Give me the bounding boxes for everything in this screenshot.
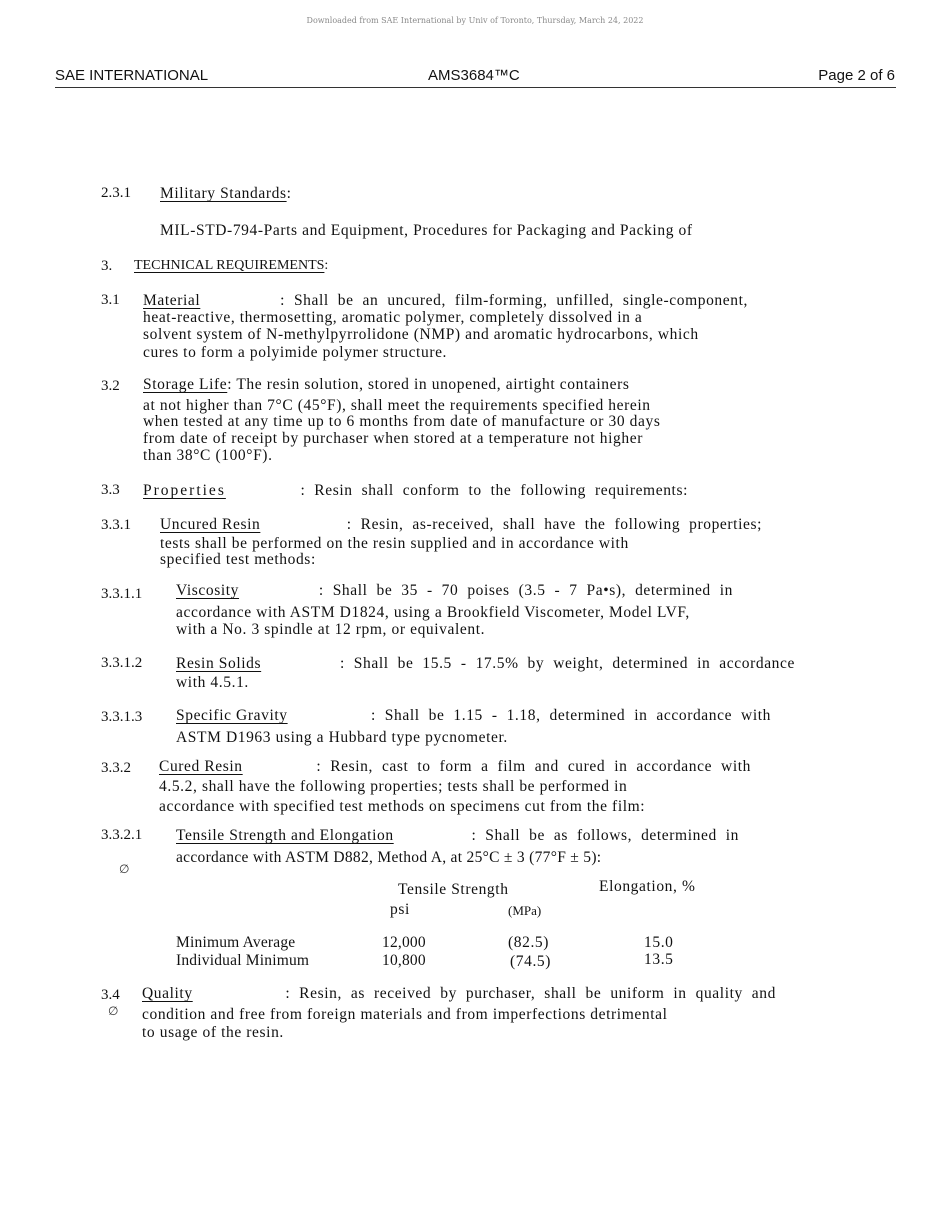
paragraph-line: 4.5.2, shall have the following properties; tests shall be performed in [159, 778, 628, 795]
table-cell-elongation: 15.0 [644, 934, 674, 951]
paragraph-text: : Resin shall conform to the following requirements: [300, 482, 688, 499]
section-number: 3.3.2 [101, 760, 131, 776]
paragraph-line: specified test methods: [160, 551, 316, 568]
standard-reference: MIL-STD-794-Parts and Equipment, Procedures for Packaging and Packing of [160, 222, 693, 239]
section-number: 3.3.1 [101, 517, 131, 533]
paragraph-line [159, 758, 751, 776]
section-2-3-1-heading [160, 185, 292, 203]
heading-colon: : [324, 258, 329, 273]
paragraph-line [176, 655, 795, 673]
section-title: Military Standards [160, 185, 287, 202]
table-row-label: Minimum Average [176, 934, 296, 951]
revision-mark-icon: ∅ [119, 862, 130, 876]
paragraph-line: from date of receipt by purchaser when stored at a temperature not higher [143, 430, 643, 447]
section-number: 3.4 [101, 987, 120, 1003]
paragraph-text: : Shall be as follows, determined in [471, 827, 739, 844]
paragraph-text: : Resin, as-received, shall have the following properties; [346, 516, 762, 533]
paragraph-line: condition and free from foreign materials and from imperfections detrimental [142, 1006, 668, 1023]
paragraph-line [176, 827, 739, 845]
section-number: 3.3.1.2 [101, 655, 143, 671]
header-rule [55, 87, 896, 88]
section-title: TECHNICAL REQUIREMENTS [134, 258, 325, 273]
table-header-mpa: (MPa) [508, 903, 542, 918]
section-title: Cured Resin [159, 758, 243, 775]
paragraph-text: : Shall be 15.5 - 17.5% by weight, determined in accordance [339, 655, 795, 672]
table-cell-mpa: (82.5) [508, 934, 550, 951]
section-number: 3.2 [101, 378, 120, 394]
paragraph-line: heat-reactive, thermosetting, aromatic polymer, completely dissolved in a [143, 309, 643, 326]
section-title: Tensile Strength and Elongation [176, 827, 394, 844]
paragraph-line: to usage of the resin. [142, 1024, 284, 1041]
paragraph-line: tests shall be performed on the resin supplied and in accordance with [160, 535, 629, 552]
heading-colon: : [286, 185, 292, 202]
section-number: 3.3.1.3 [101, 709, 143, 725]
paragraph-line: accordance with ASTM D882, Method A, at 25°C ± 3 (77°F ± 5): [176, 849, 602, 866]
paragraph-line [143, 482, 688, 500]
section-title: Properties [143, 482, 226, 499]
paragraph-line [176, 582, 733, 600]
table-cell-psi: 12,000 [382, 934, 426, 951]
section-number: 3.3.2.1 [101, 827, 143, 843]
paragraph-line: accordance with specified test methods on specimens cut from the film: [159, 798, 646, 815]
table-cell-psi: 10,800 [382, 952, 426, 969]
paragraph-text: : Shall be 35 - 70 poises (3.5 - 7 Pa•s), determined in [318, 582, 733, 599]
download-notice: Downloaded from SAE International by Univ of Toronto, Thursday, March 24, 2022 [306, 16, 644, 25]
paragraph-line [160, 516, 762, 534]
paragraph-line: cures to form a polyimide polymer structure. [143, 344, 448, 361]
paragraph-text: : The resin solution, stored in unopened, airtight containers [227, 376, 630, 393]
section-number: 3.3.1.1 [101, 586, 143, 602]
section-title: Storage Life [143, 376, 228, 393]
section-title: Viscosity [176, 582, 240, 599]
paragraph-text: : Shall be 1.15 - 1.18, determined in accordance with [370, 707, 771, 724]
section-title: Uncured Resin [160, 516, 261, 533]
section-title: Material [143, 292, 201, 309]
paragraph-line [143, 376, 629, 394]
paragraph-line [176, 707, 771, 725]
section-number: 3.3 [101, 482, 120, 498]
section-number: 3. [101, 258, 113, 274]
paragraph-line: at not higher than 7°C (45°F), shall meet the requirements specified herein [143, 397, 651, 414]
header-page-number: Page 2 of 6 [818, 67, 895, 84]
paragraph-line: solvent system of N-methylpyrrolidone (NMP) and aromatic hydrocarbons, which [143, 326, 699, 343]
section-title: Resin Solids [176, 655, 262, 672]
paragraph-line [143, 292, 748, 310]
paragraph-text: : Resin, as received by purchaser, shall be uniform in quality and [285, 985, 776, 1002]
paragraph-text: : Shall be an uncured, film-forming, unfilled, single-component, [280, 292, 748, 309]
table-cell-mpa: (74.5) [510, 953, 552, 970]
paragraph-line: when tested at any time up to 6 months from date of manufacture or 30 days [143, 413, 661, 430]
section-3-heading [134, 258, 328, 274]
revision-mark-icon: ∅ [108, 1004, 119, 1018]
paragraph-line: with a No. 3 spindle at 12 rpm, or equivalent. [176, 621, 486, 638]
table-header-tensile-strength: Tensile Strength [398, 881, 509, 898]
paragraph-line: ASTM D1963 using a Hubbard type pycnometer. [176, 729, 508, 746]
paragraph-line: accordance with ASTM D1824, using a Brookfield Viscometer, Model LVF, [176, 604, 690, 621]
section-number: 3.1 [101, 292, 120, 308]
paragraph-text: : Resin, cast to form a film and cured in accordance with [316, 758, 751, 775]
section-number: 2.3.1 [101, 185, 131, 201]
paragraph-line [142, 985, 776, 1003]
paragraph-line: with 4.5.1. [176, 674, 249, 691]
table-cell-elongation: 13.5 [644, 951, 674, 968]
table-header-elongation: Elongation, % [599, 878, 696, 895]
table-header-psi: psi [390, 901, 410, 918]
section-title: Quality [142, 985, 193, 1002]
header-document-number: AMS3684™C [428, 67, 520, 84]
paragraph-line: than 38°C (100°F). [143, 447, 273, 464]
header-publisher: SAE INTERNATIONAL [55, 67, 209, 84]
section-title: Specific Gravity [176, 707, 288, 724]
table-row-label: Individual Minimum [176, 952, 310, 969]
